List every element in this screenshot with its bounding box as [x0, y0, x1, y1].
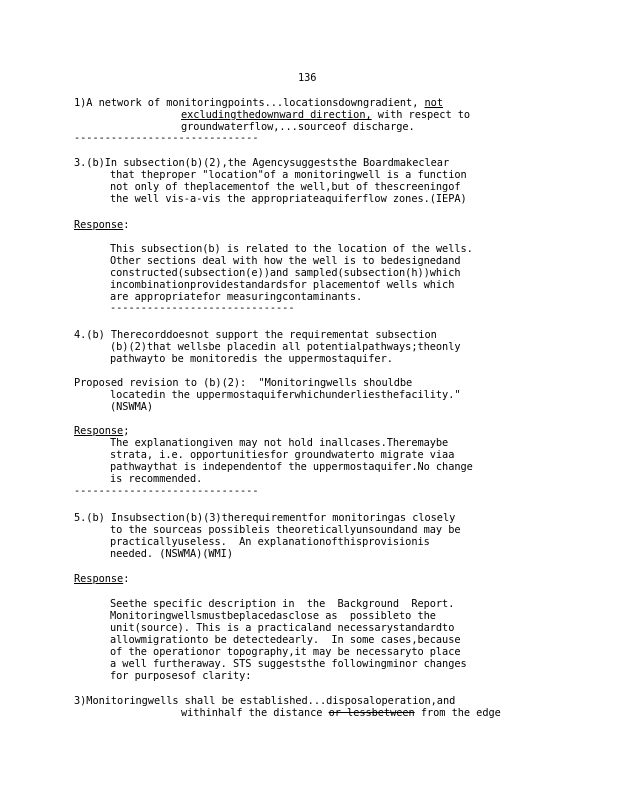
response-heading: Response:: [74, 573, 130, 585]
response-label: Response: [74, 425, 124, 437]
response-heading: Response;: [74, 425, 130, 437]
response-line: is recommended.: [110, 473, 203, 485]
response-line: allowmigrationto be detectedearly. In some cases,because: [110, 634, 461, 646]
rule1-line2-rest: with respect to: [377, 109, 471, 121]
rule3-line2-rest: from the edge: [420, 707, 501, 719]
proposed-revision-line: Proposed revision to (b)(2): "Monitoringwells shouldbe: [74, 377, 413, 389]
rule1-underlined-phrase: excludingthedownward direction,: [181, 109, 372, 121]
separator: ------------------------------: [74, 132, 259, 144]
response-line: unit(source). This is a practicaland necessarystandardto: [110, 622, 455, 634]
response-line: constructed(subsection(e))and sampled(subsection(h))which: [110, 267, 461, 279]
comment4-line: (b)(2)that wellsbe placedin all potentialpathways;theonly: [110, 341, 461, 353]
rule3-struck-text: or lessbetween: [328, 707, 415, 719]
comment5-line: needed. (NSWMA)(WMI): [110, 548, 233, 560]
response-line: strata, i.e. opportunitiesfor groundwaterto migrate viaa: [110, 449, 455, 461]
proposed-revision-line: locatedin the uppermostaquiferwhichunderliesthefacility.": [110, 389, 461, 401]
comment4-line: pathwayto be monitoredis the uppermostaquifer.: [110, 353, 393, 365]
comment4-line: 4.(b) Therecorddoesnot support the requirementat subsection: [74, 329, 437, 341]
rule3-line2-text: withinhalf the distance: [181, 707, 323, 719]
comment3-line: not only of theplacementof the well,but of thescreeningof: [110, 181, 461, 193]
comment5-line: 5.(b) Insubsection(b)(3)therequirementfor monitoringas closely: [74, 512, 456, 524]
response-line: Monitoringwellsmustbeplacedasclose as possibleto the: [110, 610, 436, 622]
comment3-line: that theproper "location"of a monitoringwell is a function: [110, 169, 467, 181]
response-heading: Response:: [74, 219, 130, 231]
response-line: The explanationgiven may not hold inallcases.Theremaybe: [110, 437, 449, 449]
rule1-line1: [74, 97, 443, 109]
separator: ------------------------------: [74, 485, 259, 497]
comment5-line: practicallyuseless. An explanationofthisprovisionis: [110, 536, 430, 548]
comment3-line: 3.(b)In subsection(b)(2),the Agencysuggeststhe Boardmakeclear: [74, 157, 450, 169]
page-number: 136: [298, 72, 317, 84]
comment5-line: to the sourceas possibleis theoreticallyunsoundand may be: [110, 524, 461, 536]
response-line: for purposesof clarity:: [110, 670, 252, 682]
response-label: Response: [74, 219, 124, 231]
response-line: Seethe specific description in the Background Report.: [110, 598, 455, 610]
response-line: a well furtheraway. STS suggeststhe followingminor changes: [110, 658, 467, 670]
response-line: are appropriatefor measuringcontaminants.: [110, 291, 363, 303]
rule3-line1: 3)Monitoringwells shall be established...disposaloperation,and: [74, 695, 456, 707]
rule1-line2: [181, 109, 470, 121]
response-line: of the operationor topography,it may be necessaryto place: [110, 646, 461, 658]
rule1-underlined-not: not: [424, 97, 443, 109]
comment3-line: the well vis-a-vis the appropriateaquiferflow zones.(IEPA): [110, 193, 467, 205]
separator: ------------------------------: [110, 302, 295, 314]
rule1-line3: groundwaterflow,...sourceof discharge.: [181, 121, 415, 133]
response-line: This subsection(b) is related to the location of the wells.: [110, 243, 473, 255]
rule3-line2: [181, 707, 501, 719]
proposed-revision-line: (NSWMA): [110, 401, 154, 413]
response-line: incombinationprovidestandardsfor placementof wells which: [110, 279, 455, 291]
response-line: Other sections deal with how the well is to bedesignedand: [110, 255, 461, 267]
response-label: Response: [74, 573, 124, 585]
rule1-line1-text: 1)A network of monitoringpoints...locationsdowngradient,: [74, 97, 419, 109]
response-line: pathwaythat is independentof the uppermostaquifer.No change: [110, 461, 473, 473]
